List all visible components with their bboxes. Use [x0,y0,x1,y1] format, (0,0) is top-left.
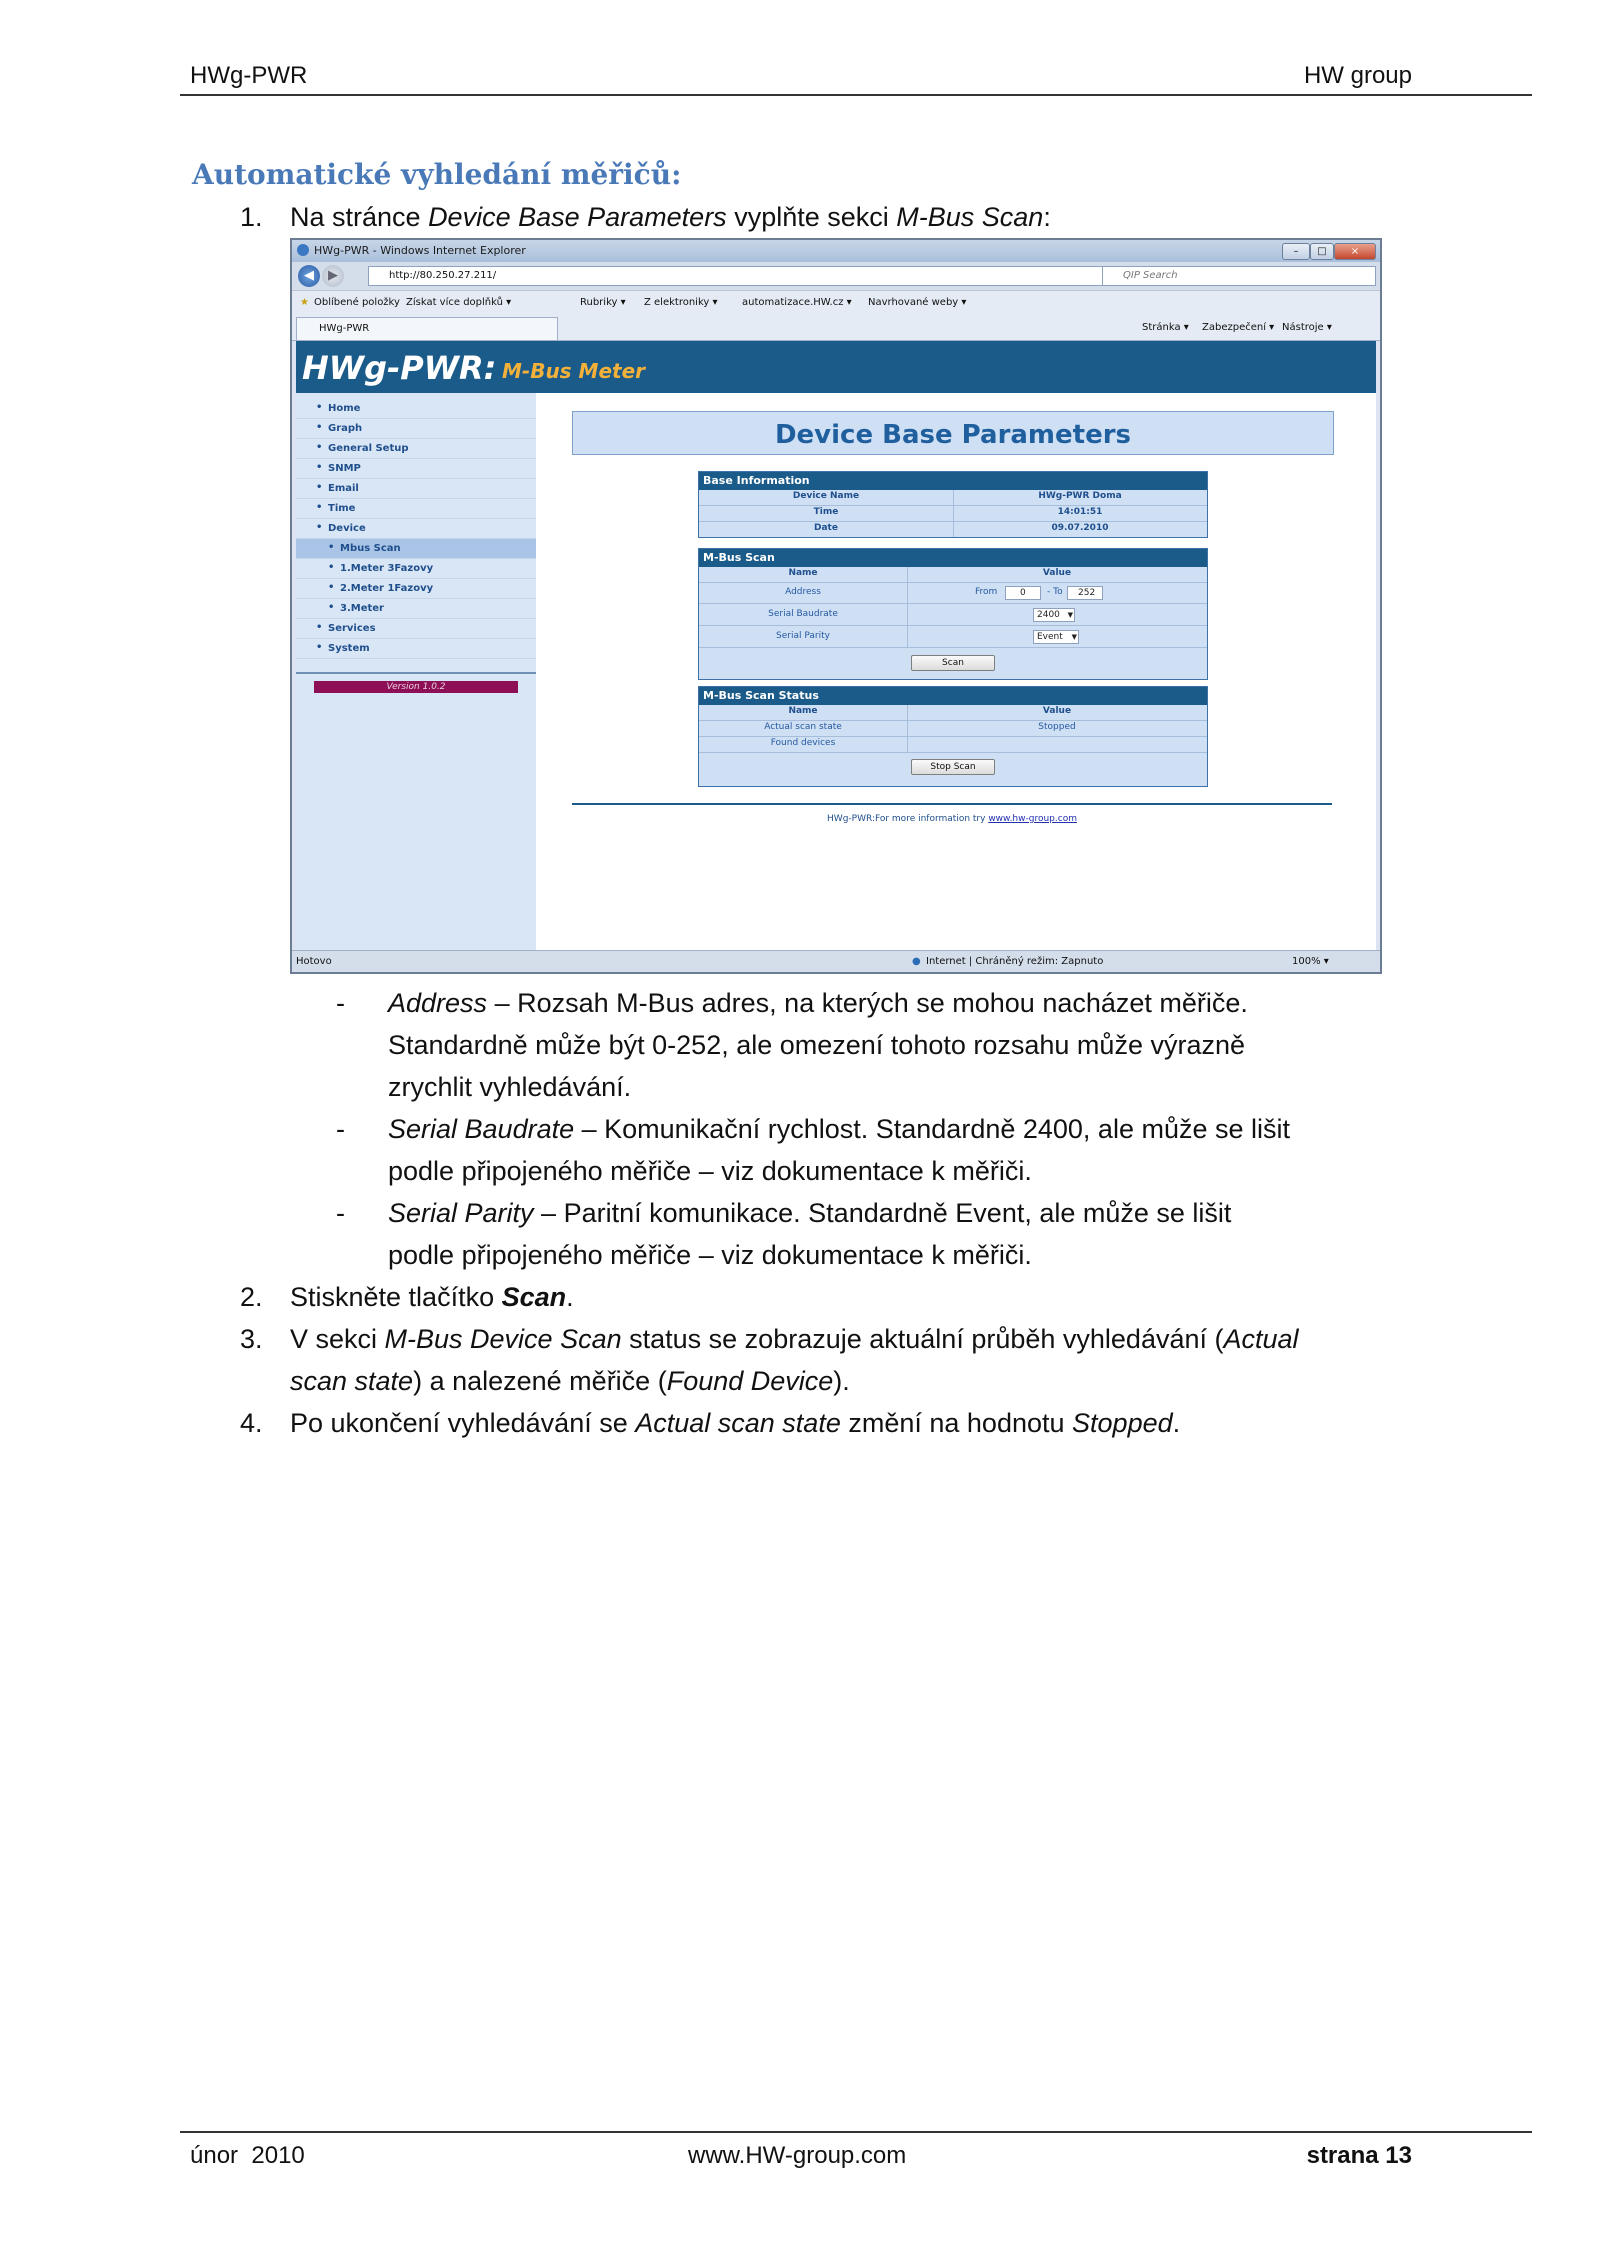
forward-icon[interactable]: ▶ [322,265,344,287]
close-button[interactable]: × [1334,243,1376,260]
address-row: Address From 0 - To 252 [699,583,1207,604]
browser-status-bar [292,950,1380,973]
sidebar-item-mbus-scan[interactable]: • Mbus Scan [296,539,536,559]
sidebar-item-meter-2[interactable]: • 2.Meter 1Fazovy [296,579,536,599]
mbus-scan-table [698,548,1208,680]
chevron-down-icon: ▼ [1071,633,1077,641]
baudrate-select[interactable]: 2400 ▼ [1033,608,1075,622]
step-number: 4. [240,1408,263,1438]
sidebar-divider [296,672,536,674]
sidebar-item-snmp[interactable]: • SNMP [296,459,536,479]
bullet-baudrate-line-2: podle připojeného měřiče – viz dokumentace k měřiči. [388,1156,1032,1186]
minimize-button[interactable]: – [1282,243,1310,260]
base-information-table [698,471,1208,538]
tab-hwg-pwr[interactable]: HWg-PWR [296,317,558,340]
sidebar-menu [296,399,536,659]
sidebar-item-meter-3[interactable]: • 3.Meter [296,599,536,619]
table-row: Date 09.07.2010 [699,522,1207,537]
table-header-row: Name Value [699,705,1207,721]
step-1-text: Na stránce Device Base Parameters vyplňte sekci M-Bus Scan: [290,202,1051,232]
header-right: HW group [1303,62,1412,89]
zoom-level[interactable]: 100% ▾ [1292,956,1329,967]
stop-scan-button[interactable]: Stop Scan [911,759,995,775]
sidebar-item-graph[interactable]: • Graph [296,419,536,439]
window-title: HWg-PWR - Windows Internet Explorer [314,244,526,257]
nastroje-menu[interactable]: Nástroje ▾ [1282,322,1332,333]
page-heading: Device Base Parameters [774,420,1132,450]
favorites-button[interactable]: Oblíbené položky [314,297,400,308]
step-4-text: Po ukončení vyhledávání se Actual scan state změní na hodnotu Stopped. [290,1408,1181,1438]
bullet-address-line-1: Address – Rozsah M-Bus adres, na kterých se mohou nacházet měřiče. [388,988,1248,1018]
footer-page-number: strana 13 [1306,2142,1412,2169]
address-to-input[interactable]: 252 [1067,586,1103,600]
chevron-down-icon: ▼ [1067,611,1073,619]
sidebar-item-services[interactable]: • Services [296,619,536,639]
step-number: 2. [240,1282,263,1312]
star-icon: ★ [300,297,309,308]
step-2-text: Stiskněte tlačítko Scan. [290,1282,574,1312]
step-number: 3. [240,1324,263,1354]
security-zone: Internet | Chráněný režim: Zapnuto [926,956,1104,967]
bullet-dash: - [336,988,345,1018]
sidebar-item-general-setup[interactable]: • General Setup [296,439,536,459]
app-banner [296,341,1376,393]
zabezpeceni-menu[interactable]: Zabezpečení ▾ [1202,322,1275,333]
scan-state-value: Stopped [1038,722,1076,732]
sidebar-item-time[interactable]: • Time [296,499,536,519]
step-number: 1. [240,202,263,232]
rubriky-link[interactable]: Rubriky ▾ [580,297,626,308]
bullet-address-line-3: zrychlit vyhledávání. [388,1072,632,1102]
address-from-input[interactable]: 0 [1005,586,1041,600]
step-3-line-2: scan state) a nalezené měřiče (Found Device). [290,1366,850,1396]
found-devices-row: Found devices [699,737,1207,753]
status-text: Hotovo [296,956,332,967]
sidebar-item-system[interactable]: • System [296,639,536,659]
bullet-dash: - [336,1114,345,1144]
search-field[interactable]: QIP Search [1102,266,1376,286]
step-3-line-1: V sekci M-Bus Device Scan status se zobrazuje aktuální průběh vyhledávání (Actual [290,1324,1299,1354]
footer-date: únor 2010 [190,2142,305,2169]
bullet-address-line-2: Standardně může být 0-252, ale omezení tohoto rozsahu může výrazně [388,1030,1245,1060]
table-row: Time 14:01:51 [699,506,1207,522]
sidebar-item-meter-1[interactable]: • 1.Meter 3Fazovy [296,559,536,579]
tab-row [292,314,1380,341]
ie-icon [297,244,309,256]
mbus-scan-caption: M-Bus Scan [699,549,1207,567]
section-title: Automatické vyhledání měřičů: [192,158,682,191]
page-footer-rule [572,803,1332,805]
scan-status-table [698,686,1208,787]
back-icon[interactable]: ◀ [298,265,320,287]
bullet-parity-line-1: Serial Parity – Paritní komunikace. Standardně Event, ale může se lišit [388,1198,1232,1228]
address-field[interactable]: http://80.250.27.211/ [368,266,1114,286]
bullet-baudrate-line-1: Serial Baudrate – Komunikační rychlost. Standardně 2400, ale může se lišit [388,1114,1291,1144]
sidebar [296,393,536,950]
navrhovane-link[interactable]: Navrhované weby ▾ [868,297,967,308]
version-badge: Version 1.0.2 [314,681,518,693]
globe-icon: ● [912,956,921,967]
header-rule [180,94,1532,96]
scan-button[interactable]: Scan [911,655,995,671]
hw-group-link[interactable]: www.hw-group.com [988,814,1077,824]
browser-screenshot [290,238,1382,974]
maximize-button[interactable]: □ [1310,243,1334,260]
browser-titlebar [292,240,1380,262]
elektroniky-link[interactable]: Z elektroniky ▾ [644,297,718,308]
footer-website: www.HW-group.com [688,2142,907,2169]
banner-title: HWg-PWR: [302,349,497,387]
bullet-dash: - [336,1198,345,1228]
automatizace-link[interactable]: automatizace.HW.cz ▾ [742,297,852,308]
baudrate-row: Serial Baudrate 2400 ▼ [699,604,1207,626]
address-bar-row [292,262,1380,290]
base-information-caption: Base Information [699,472,1207,490]
sidebar-item-device[interactable]: • Device [296,519,536,539]
sidebar-item-home[interactable]: • Home [296,399,536,419]
header-left: HWg-PWR [190,62,308,89]
bullet-parity-line-2: podle připojeného měřiče – viz dokumentace k měřiči. [388,1240,1032,1270]
scan-status-caption: M-Bus Scan Status [699,687,1207,705]
addons-link[interactable]: Získat více doplňků ▾ [406,297,512,308]
parity-select[interactable]: Event ▼ [1033,630,1079,644]
footer-rule [180,2131,1532,2133]
table-row: Device Name HWg-PWR Doma [699,490,1207,506]
favorites-bar [292,290,1380,315]
page-footer-text: HWg-PWR:For more information try www.hw-group.com [827,814,1077,824]
stranka-menu[interactable]: Stránka ▾ [1142,322,1189,333]
parity-row: Serial Parity Event ▼ [699,626,1207,648]
banner-subtitle: M-Bus Meter [502,359,646,383]
web-page [296,341,1376,950]
sidebar-item-email[interactable]: • Email [296,479,536,499]
actual-scan-state-row: Actual scan state Stopped [699,721,1207,737]
page-heading-box [572,411,1334,455]
table-header-row: Name Value [699,567,1207,583]
